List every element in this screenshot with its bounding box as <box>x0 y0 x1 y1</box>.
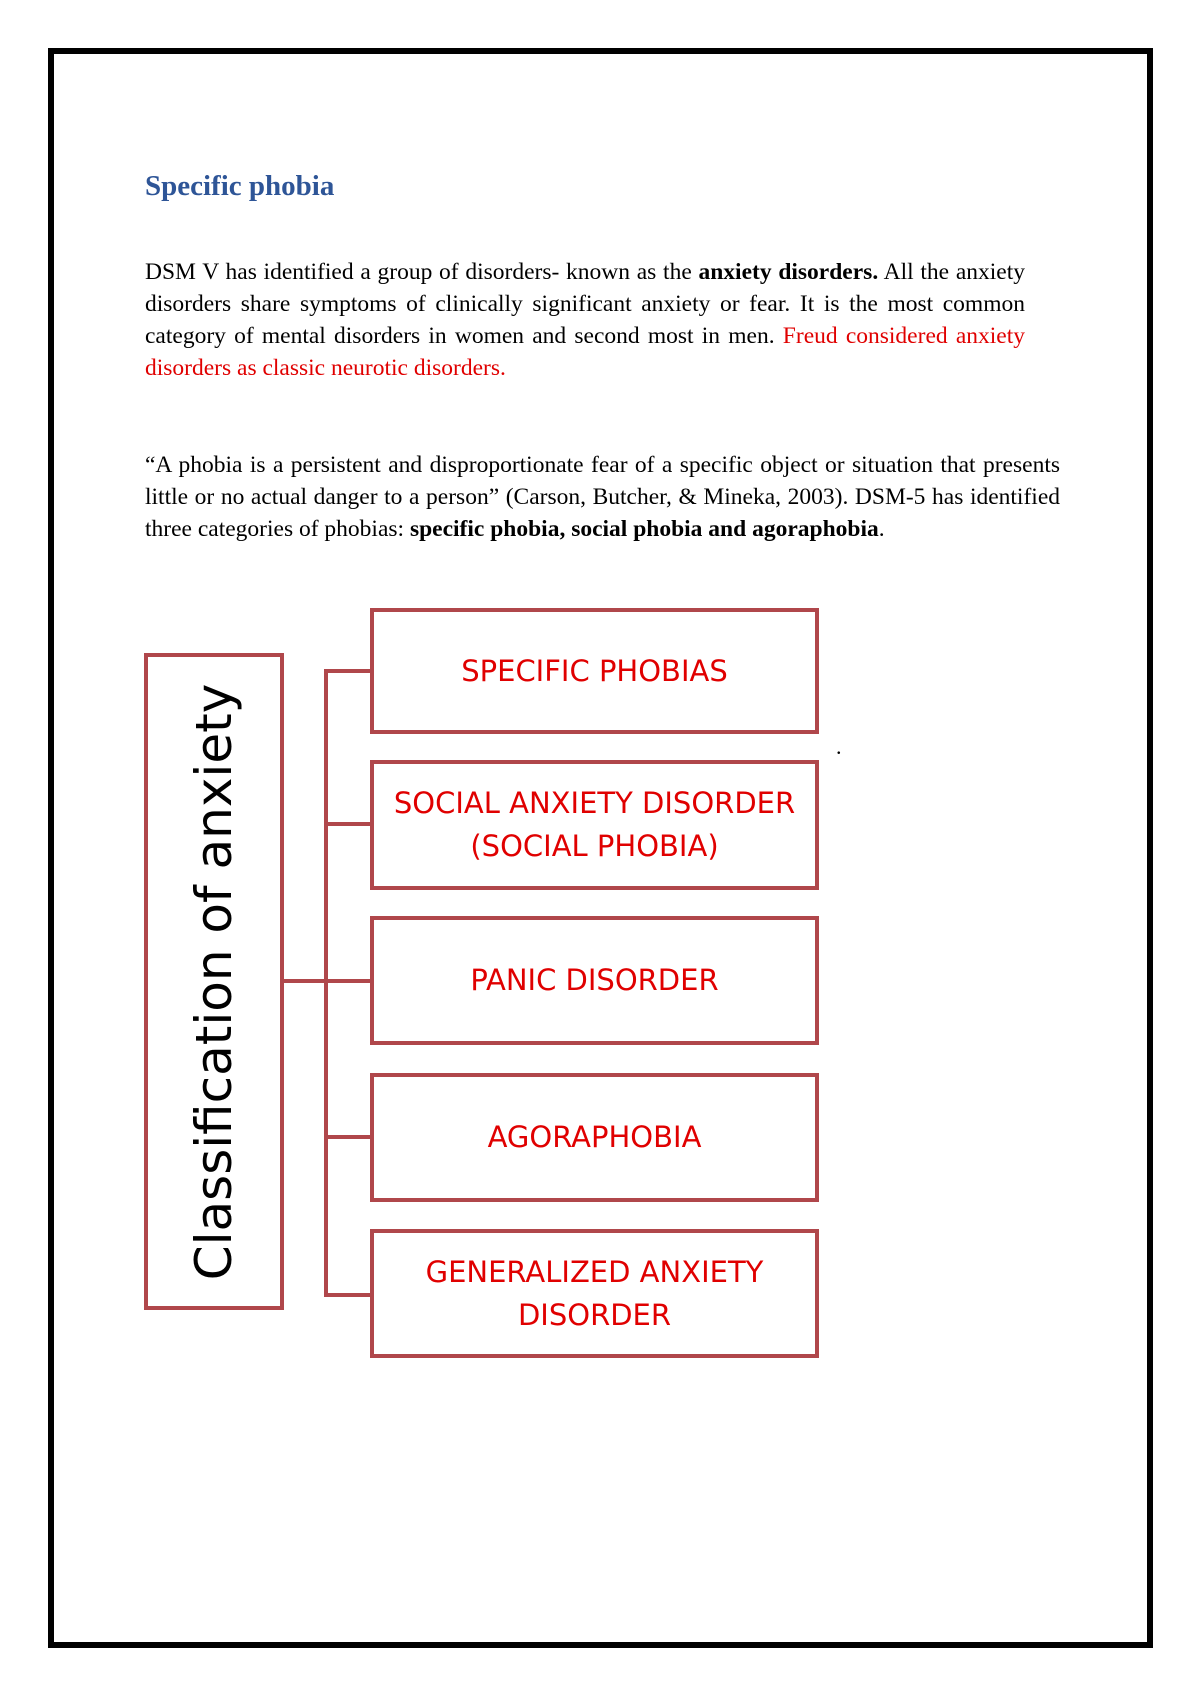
category-generalized-anxiety-disorder: GENERALIZED ANXIETY DISORDER <box>370 1229 819 1358</box>
category-social-anxiety-disorder: SOCIAL ANXIETY DISORDER (SOCIAL PHOBIA) <box>370 760 819 890</box>
connector-branch-2 <box>324 822 370 826</box>
p1-bold-anxiety-disorders: anxiety disorders. <box>698 259 879 285</box>
connector-trunk <box>324 669 328 1297</box>
category-specific-phobias: SPECIFIC PHOBIAS <box>370 608 819 734</box>
section-heading: Specific phobia <box>145 170 335 202</box>
category-agoraphobia: AGORAPHOBIA <box>370 1073 819 1202</box>
p1-text-2: All the anxiety disorders share symptoms of clinically significant anxiety or fear. It is the most common category of mental disorders in women and second most in men. <box>145 259 1025 349</box>
connector-branch-5 <box>324 1293 370 1297</box>
p2-text-1: “A phobia is a persistent and disproportionate fear of a specific object or situation that presents little or no actual danger to a person” (Carson, Butcher, & Mineka, 2003). DSM-5 has identified three categories of phobias: <box>145 452 1060 542</box>
paragraph-anxiety-disorders <box>145 256 1025 384</box>
stray-dot: . <box>836 734 842 759</box>
root-node <box>144 653 284 1310</box>
category-panic-disorder: PANIC DISORDER <box>370 916 819 1045</box>
p2-bold-phobia-types: specific phobia, social phobia and agoraphobia <box>409 516 879 542</box>
paragraph-phobia-definition <box>145 449 1060 545</box>
p2-text-2: . <box>878 516 885 542</box>
connector-branch-3 <box>324 979 370 983</box>
p1-text-1: DSM V has identified a group of disorders- known as the <box>145 259 699 285</box>
root-node-label: Classification of anxiety <box>185 683 243 1280</box>
connector-root-stub <box>284 979 328 983</box>
connector-branch-4 <box>324 1135 370 1139</box>
p1-freud-note: Freud considered anxiety disorders as classic neurotic disorders. <box>145 323 1025 381</box>
connector-branch-1 <box>324 669 370 673</box>
